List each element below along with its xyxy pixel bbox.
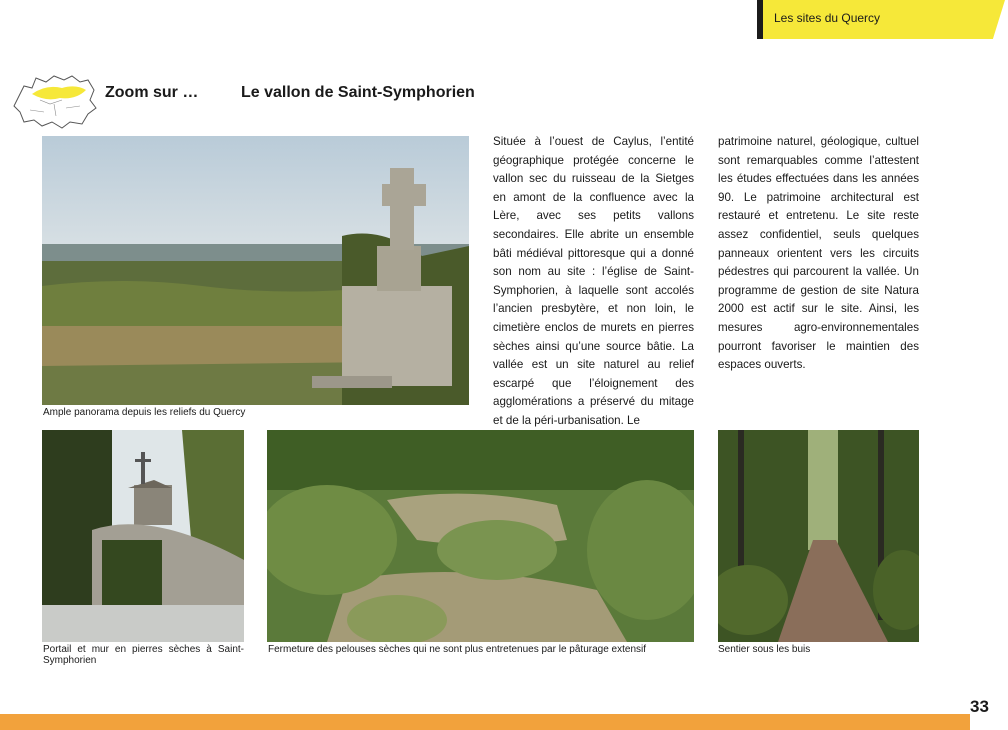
panorama-photo bbox=[42, 136, 469, 405]
site-heading: Le vallon de Saint-Symphorien bbox=[241, 84, 475, 101]
section-tab-marker bbox=[757, 0, 763, 39]
sentier-caption: Sentier sous les buis bbox=[718, 644, 811, 655]
portal-caption: Portail et mur en pierres sèches à Saint-Symphorien bbox=[43, 644, 244, 666]
text-column-2: patrimoine naturel, géologique, cultuel sont remarquables comme l’attestent les études effectuées dans les années 90. Le patrimoine architectural est restauré et entretenu. Le site reste assez confidentiel, seuls quelques panneaux orientent vers les circuits pédestres qui parcourent la vallée. Un programme de gestion de site Natura 2000 est actif sur le site. Ainsi, les mesures agro-environnementales pourront favoriser le maintien des espaces ouverts. bbox=[718, 135, 919, 372]
section-label: Les sites du Quercy bbox=[774, 11, 881, 25]
sentier-photo bbox=[718, 430, 919, 642]
footer-bar bbox=[0, 714, 970, 730]
panorama-caption: Ample panorama depuis les reliefs du Quercy bbox=[43, 407, 246, 418]
text-column-1: Située à l’ouest de Caylus, l’entité géographique protégée concerne le vallon sec du ruisseau de la Sietges en amont de la confluence avec la Lère, avec ses petits vallons secondaires. Elle abrite un ensemble bâti médiéval pittoresque qui a donné son nom au site : l’église de Saint-Symphorien, à laquelle sont accolés l’ancien presbytère, et non loin, le cimetière enclos de murets en pierres sèches ainsi qu’une source bâtie. La vallée est un site naturel au relief escarpé que l’éloignement des agglomérations a préservé du mitage et de la péri-urbanisation. Le bbox=[493, 135, 694, 427]
pelouses-caption: Fermeture des pelouses sèches qui ne sont plus entretenues par le pâturage extensif bbox=[268, 644, 647, 655]
section-tab bbox=[757, 0, 1008, 39]
zoom-heading: Zoom sur … bbox=[105, 84, 199, 101]
pelouses-photo bbox=[267, 430, 694, 642]
page-number: 33 bbox=[970, 697, 989, 716]
quercy-map-icon bbox=[10, 70, 100, 130]
portal-photo bbox=[42, 430, 244, 642]
